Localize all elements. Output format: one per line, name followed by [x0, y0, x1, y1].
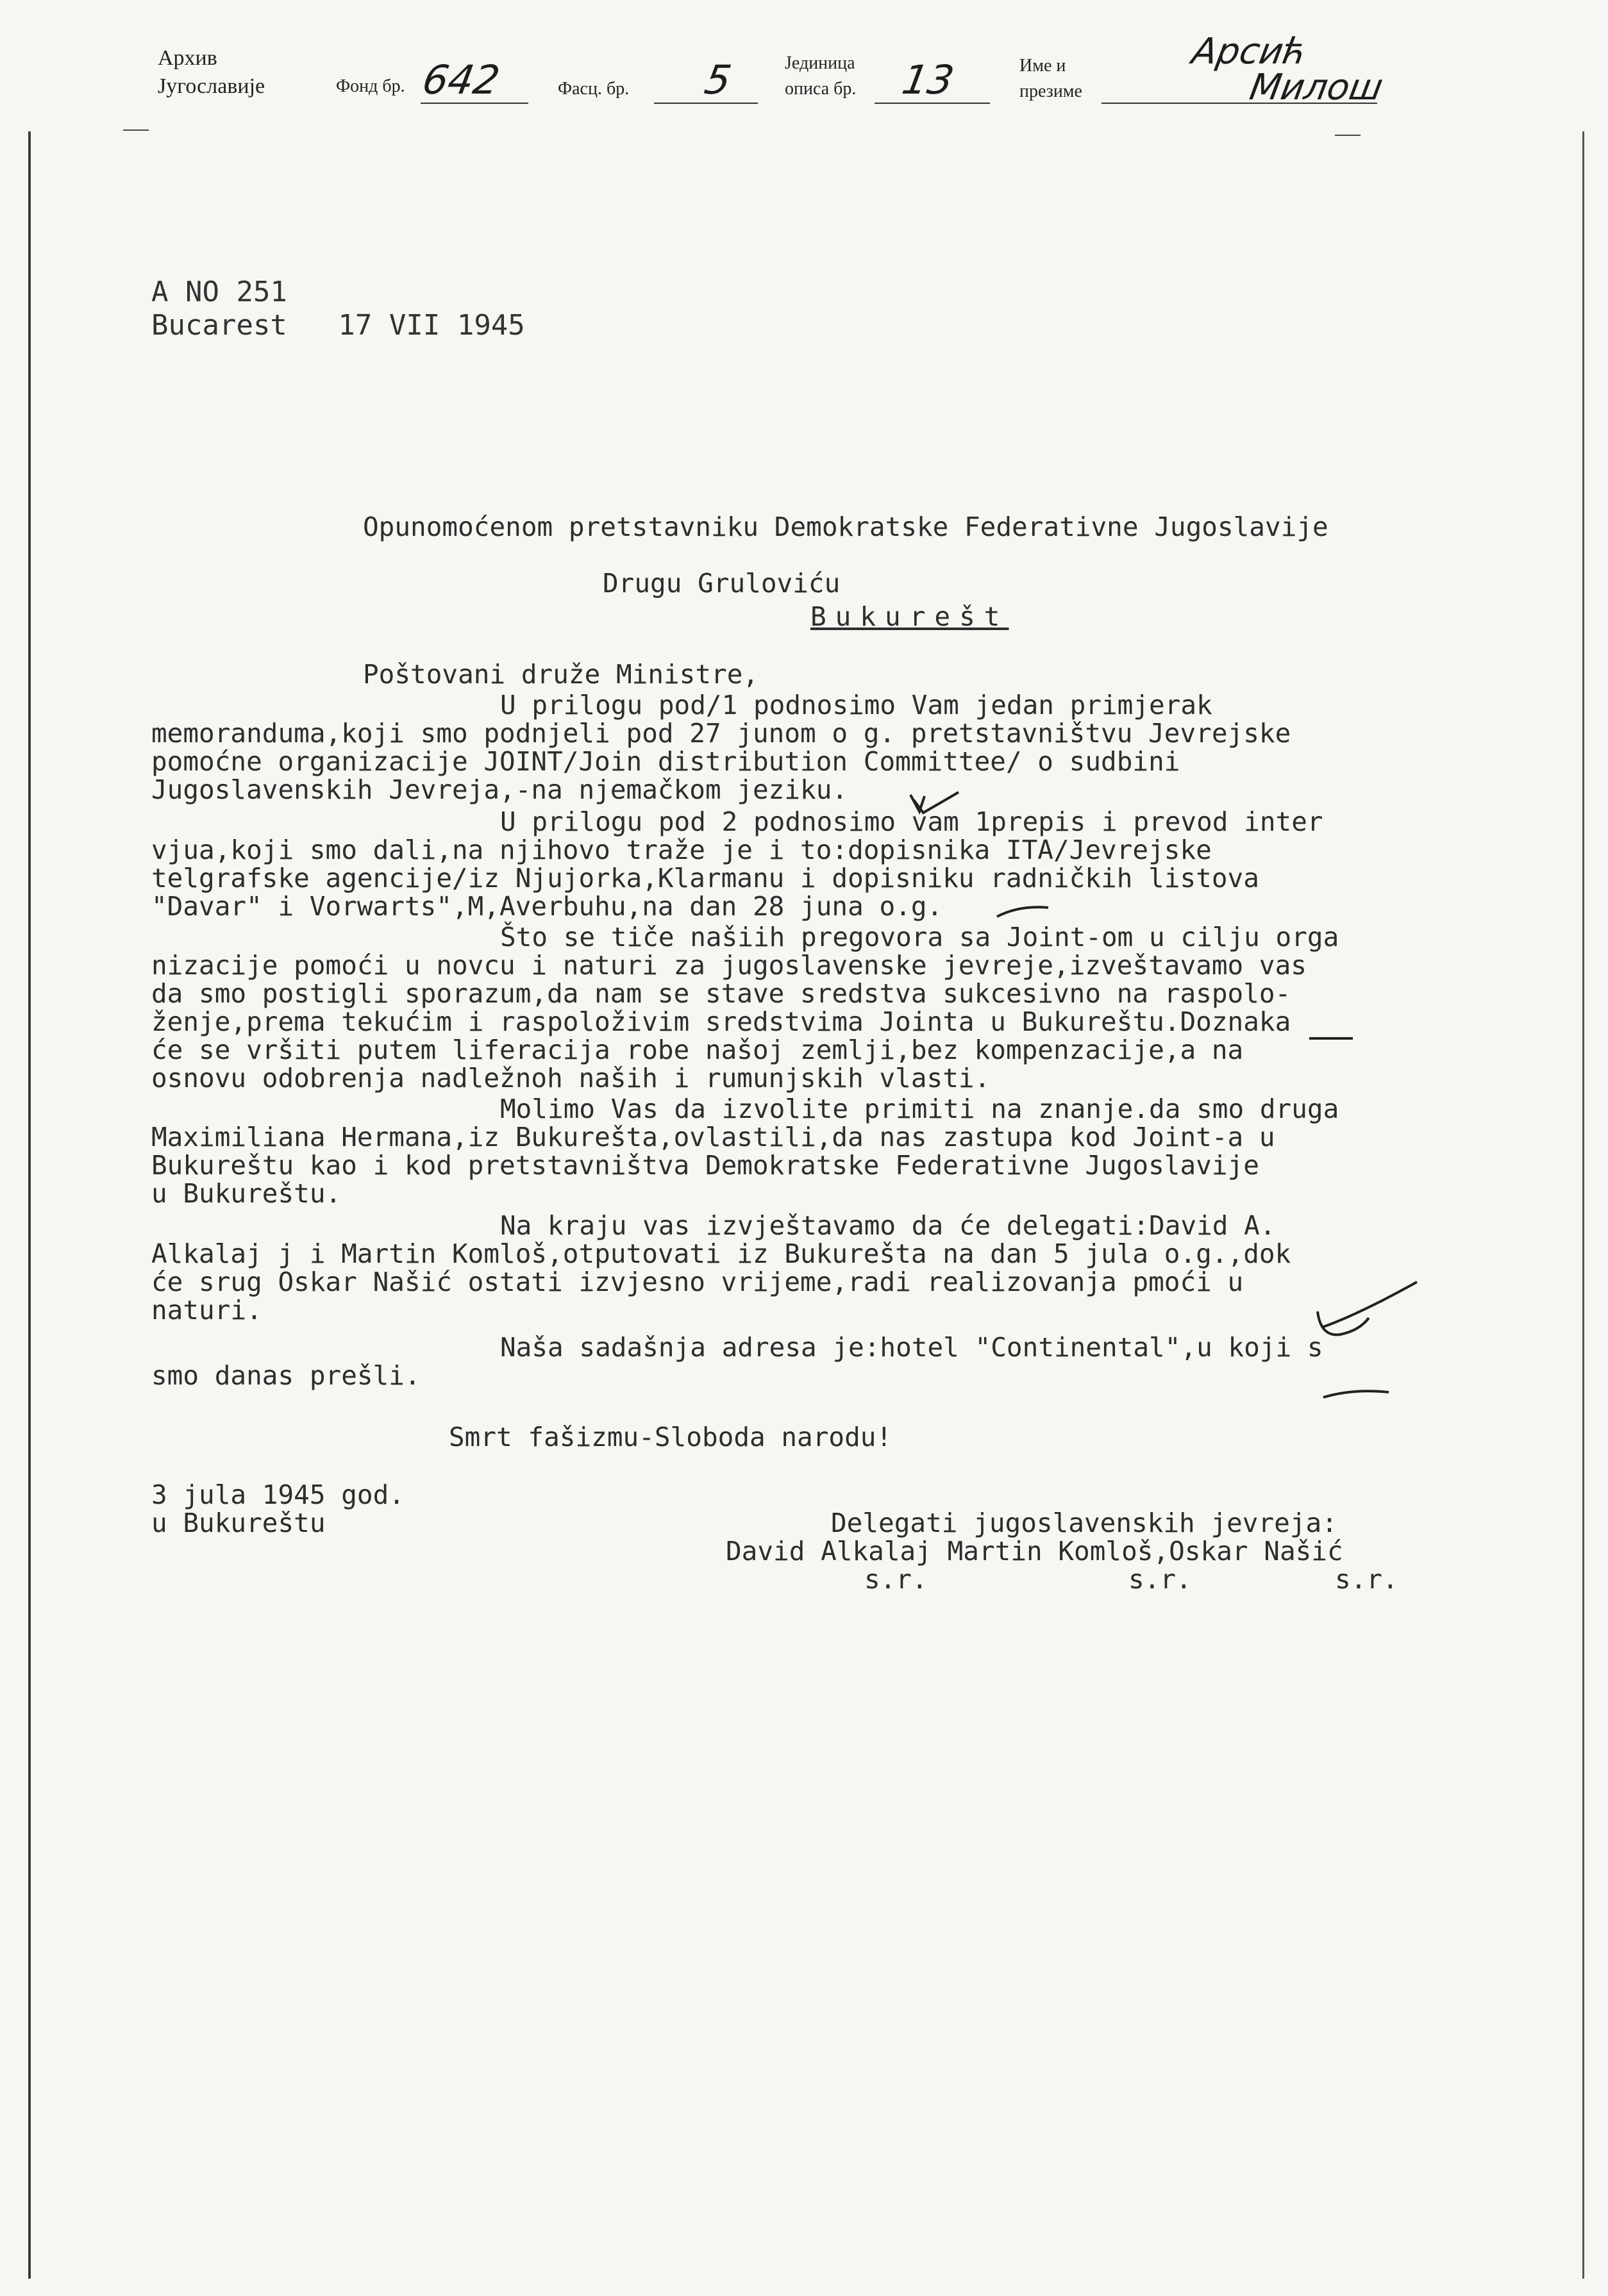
body-line: vjua,koji smo dali,na njihovo traže je i to:dopisnika ITA/Jevrejske — [151, 835, 1212, 865]
header-dash-right — [1335, 135, 1361, 136]
body-line: ženje,prema tekućim i raspoloživim sredstvima Jointa u Bukureštu.Doznaka — [151, 1006, 1291, 1037]
body-line: telgrafske agencije/iz Njujorka,Klarmanu i dopisniku radničkih listova — [151, 863, 1259, 894]
name-value-line1: Арсић — [1189, 31, 1311, 72]
body-line: memoranduma,koji smo podnjeli pod 27 junom o g. pretstavništvu Jevrejske — [151, 718, 1291, 749]
body-line: "Davar" i Vorwarts",M,Averbuhu,na dan 28 juna o.g. — [151, 891, 943, 922]
body-line: U prilogu pod/1 podnosimo Vam jedan primjerak — [500, 690, 1212, 720]
reference-block — [151, 276, 525, 342]
fond-label: Фонд бр. — [336, 76, 405, 96]
fond-value: 642 — [419, 56, 503, 103]
place-date-line2: u Bukureštu — [151, 1508, 326, 1538]
place-date-line1: 3 jula 1945 god. — [151, 1479, 405, 1510]
addressee-line1: Opunomoćenom pretstavniku Demokratske Federativne Jugoslavije — [363, 512, 1328, 542]
body-line: će srug Oskar Našić ostati izvjesno vrijeme,radi realizovanja pmoći u — [151, 1267, 1244, 1297]
name-value-line2: Милош — [1246, 67, 1386, 108]
archive-label-line2: Југославије — [158, 74, 265, 98]
body-line: smo danas prešli. — [151, 1360, 421, 1391]
archive-header — [0, 31, 1608, 147]
body-line: da smo postigli sporazum,da nam se stave sredstva sukcesivno na raspolo- — [151, 978, 1291, 1009]
reference-number: A NO 251 — [151, 276, 287, 308]
body-line: u Bukureštu. — [151, 1178, 342, 1209]
fond-underline — [421, 103, 528, 104]
tick-icon — [905, 790, 944, 815]
name-label-line2: презиме — [1019, 81, 1082, 101]
header-dash-left — [123, 129, 149, 131]
unit-value: 13 — [898, 56, 958, 103]
pen-stroke-icon — [994, 903, 1051, 922]
body-line: Bukureštu kao i kod pretstavništva Demokratske Federativne Jugoslavije — [151, 1150, 1259, 1181]
signatories: David Alkalaj Martin Komloš,Oskar Našić — [726, 1536, 1343, 1567]
addressee-city: Bukurešt — [810, 601, 1009, 632]
signature-sr: s.r. — [864, 1564, 928, 1595]
reference-date: 17 VII 1945 — [338, 309, 525, 342]
signature-sr: s.r. — [1335, 1564, 1398, 1595]
unit-label-line2: описа бр. — [785, 79, 857, 99]
body-line: Maximiliana Hermana,iz Bukurešta,ovlastili,da nas zastupa kod Joint-a u — [151, 1122, 1275, 1152]
signature-title: Delegati jugoslavenskih jevreja: — [831, 1508, 1337, 1538]
body-line: će se vršiti putem liferacija robe našoj zemlji,bez kompenzacije,a na — [151, 1035, 1244, 1065]
name-label-line1: Име и — [1019, 56, 1066, 76]
signature-sr: s.r. — [1128, 1564, 1192, 1595]
body-line: Što se tiče našiih pregovora sa Joint-om u cilju orga — [500, 922, 1339, 953]
body-line: U prilogu pod 2 podnosimo vam 1prepis i prevod inter — [500, 806, 1323, 837]
name-underline — [1101, 103, 1377, 104]
fasc-value: 5 — [701, 56, 735, 103]
body-line: Jugoslavenskih Jevreja,-na njemačkom jeziku. — [151, 774, 848, 805]
addressee-line2: Drugu Gruloviću — [603, 568, 841, 599]
body-line: Naša sadašnja adresa je:hotel "Continental",u koji s — [500, 1332, 1323, 1363]
reference-place: Bucarest — [151, 309, 287, 342]
pen-stroke-icon — [1308, 1026, 1359, 1051]
salutation: Poštovani druže Ministre, — [363, 659, 759, 690]
archive-label-line1: Архив — [158, 46, 217, 70]
pen-stroke-icon — [1321, 1385, 1391, 1404]
body-line: nizacije pomoći u novcu i naturi za jugoslavenske jevreje,izveštavamo vas — [151, 950, 1307, 981]
body-line: Alkalaj j i Martin Komloš,otputovati iz Bukurešta na dan 5 jula o.g.,dok — [151, 1238, 1291, 1269]
body-line: naturi. — [151, 1295, 262, 1326]
body-line: osnovu odobrenja nadležnoh naših i rumunjskih vlasti. — [151, 1063, 991, 1094]
body-line: Na kraju vas izvještavamo da će delegati:David A. — [500, 1210, 1276, 1241]
body-line: pomoćne organizacije JOINT/Join distribution Committee/ o sudbini — [151, 746, 1180, 777]
closing-line: Smrt fašizmu-Sloboda narodu! — [449, 1422, 892, 1452]
fasc-label: Фасц. бр. — [558, 79, 630, 99]
unit-underline — [875, 103, 990, 104]
body-line: Molimo Vas da izvolite primiti na znanje.da smo druga — [500, 1094, 1339, 1124]
checkmark-icon — [1314, 1305, 1372, 1343]
fasc-underline — [654, 103, 758, 104]
unit-label-line1: Јединица — [785, 53, 855, 73]
